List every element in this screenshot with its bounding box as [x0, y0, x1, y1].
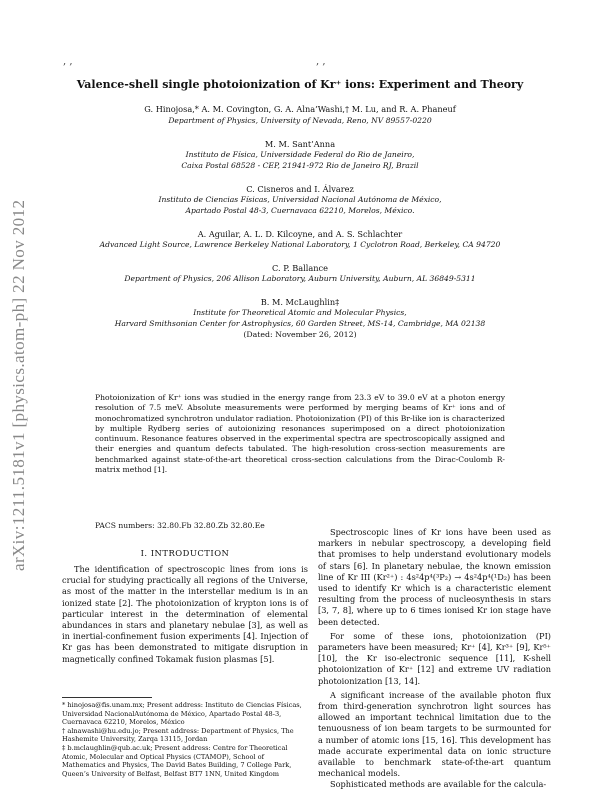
section-heading-introduction: I. INTRODUCTION: [140, 548, 230, 558]
author-line-6: B. M. McLaughlin‡: [260, 297, 340, 307]
footnote-rule: [62, 697, 152, 698]
arxiv-side-stamp: arXiv:1211.5181v1 [physics.atom-ph] 22 Nov 2012: [9, 199, 28, 571]
pacs-numbers: PACS numbers: 32.80.Fb 32.80.Zb 32.80.Ee: [95, 521, 265, 530]
margin-ticks-left: , ,: [63, 56, 73, 67]
right-paragraph: Spectroscopic lines of Kr ions have been used as markers in nebular spectroscopy, a developing field that promises to help understand evolutionary models of stars [6]. In planetary nebulae, the known emission line of Kr III (Kr²⁺) : 4s²4p⁴(³P₂) → 4s²4p⁴(¹D₂) has been used to identify Kr which is a characteristic element resulting from the process of nucleosynthesis in stars [3, 7, 8], where up to 6 times ionised Kr ion stage have been detected.: [318, 527, 551, 627]
left-paragraph: The identification of spectroscopic lines from ions is crucial for studying practically all regions of the Universe, as most of the matter in the interstellar medium is in an ionized state [2]. The photoionization of krypton ions is of particular interest in the determination of elemental abundances in stars and planetary nebulae [3], as well as in inertial-confinement fusion experiments [4]. Injection of Kr gas has been demonstrated to mitigate disruption in magnetically confined Tokamak fusion plasmas [5].: [62, 564, 308, 664]
footnote-alnawashi: † alnawashi@hu.edu.jo; Present address: Department of Physics, The Hashemite University, Zarqa 13115, Jordan: [62, 726, 294, 744]
left-column: [62, 564, 308, 665]
affiliation-auburn: Department of Physics, 206 Allison Laboratory, Auburn University, Auburn, AL 36849-5311: [124, 274, 476, 283]
affiliation-rio-1: Instituto de Física, Universidade Federal do Rio de Janeiro,: [185, 150, 415, 159]
author-line-4: A. Aguilar, A. L. D. Kilcoyne, and A. S. Schlachter: [197, 229, 403, 239]
author-line-3: C. Cisneros and I. Álvarez: [246, 184, 354, 194]
author-line-5: C. P. Ballance: [272, 263, 328, 273]
footnote-mclaughlin: ‡ b.mclaughlin@qub.ac.uk; Present address: Centre for Theoretical Atomic, Molecular and Optical Physics (CTAMOP), School of Mathematics and Physics, The David Bates Building, 7 College Park, Queen’s University of Belfast, Belfast BT7 1NN, United Kingdom: [62, 743, 292, 778]
author-line-1: G. Hinojosa,* A. M. Covington, G. A. Alna’Washi,† M. Lu, and R. A. Phaneuf: [144, 104, 456, 114]
footnotes: [62, 701, 308, 778]
affiliation-nevada: Department of Physics, University of Nevada, Reno, NV 89557-0220: [168, 116, 432, 125]
affiliation-als: Advanced Light Source, Lawrence Berkeley National Laboratory, 1 Cyclotron Road, Berkeley, CA 94720: [99, 240, 501, 249]
affiliation-mexico-1: Instituto de Ciencias Físicas, Universidad Nacional Autónoma de México,: [158, 195, 442, 204]
footnote-hinojosa: * hinojosa@fis.unam.mx; Present address: Instituto de Ciencias Físicas, Universidad NacionalAutónoma de México, Apartado Postal 48-3, Cuernavaca 62210, Morelos, México: [62, 701, 302, 727]
right-paragraph: Sophisticated methods are available for the calcula-: [330, 779, 547, 790]
affiliation-harvard-1: Institute for Theoretical Atomic and Molecular Physics,: [193, 308, 407, 317]
author-line-2: M. M. Sant’Anna: [264, 139, 336, 149]
right-column: [318, 527, 551, 791]
affiliation-rio-2: Caixa Postal 68528 - CEP, 21941-972 Rio de Janeiro RJ, Brazil: [181, 161, 419, 170]
margin-ticks-right: , ,: [316, 56, 326, 67]
right-paragraph: A significant increase of the available photon flux from third-generation synchrotron light sources has allowed an important technical limitation due to the tenuousness of ion beam targets to be surmounted for a number of atomic ions [15, 16]. This development has made accurate experimental data on ionic structure available to benchmark state-of-the-art quantum mechanical models.: [318, 689, 551, 779]
paper-title: Valence-shell single photoionization of Kr⁺ ions: Experiment and Theory: [76, 78, 524, 91]
abstract: Photoionization of Kr⁺ ions was studied in the energy range from 23.3 eV to 39.0 eV at a photon energy resolution of 7.5 meV. Absolute measurements were performed by merging beams of Kr⁺ ions and of monochromatized synchrotron undulator radiation. Photoionization (PI) of this Br-like ion is characterized by multiple Rydberg series of autoionizing resonances superimposed on a direct photoionization continuum. Resonance features observed in the experimental spectra are spectroscopically assigned and their energies and quantum defects tabulated. The high-resolution cross-section measurements are benchmarked against state-of-the-art theoretical cross-section calculations from the Dirac-Coulomb R-matrix method [1].: [95, 393, 505, 475]
affiliation-mexico-2: Apartado Postal 48-3, Cuernavaca 62210, Morelos, México.: [185, 206, 415, 215]
affiliation-harvard-2: Harvard Smithsonian Center for Astrophysics, 60 Garden Street, MS-14, Cambridge, MA 02138: [114, 319, 486, 328]
right-paragraph: For some of these ions, photoionization (PI) parameters have been measured; Kr⁺ [4], Kr³⁺ [9], Kr⁵⁺ [10], the Kr iso-electronic sequence [11], K-shell photoionization of Kr⁺ [12] and extreme UV radiation photoionization [13, 14].: [318, 630, 551, 686]
dated-line: (Dated: November 26, 2012): [243, 330, 357, 339]
